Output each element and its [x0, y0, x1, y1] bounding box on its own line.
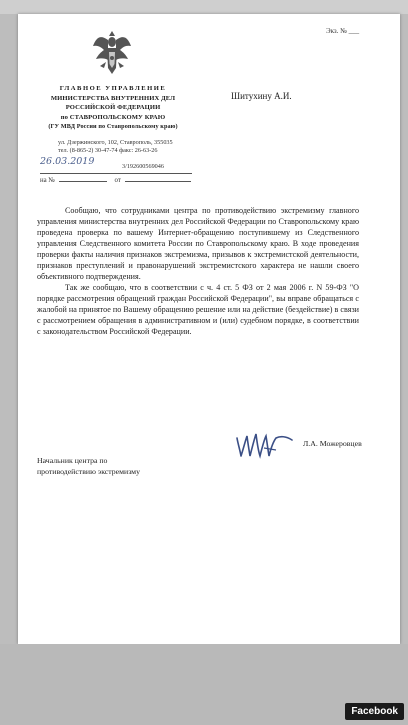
- na-blank: [59, 181, 107, 182]
- top-bar: [0, 0, 408, 14]
- address-line-2: тел. (8-865-2) 30-47-74 факс: 26-63-26: [58, 147, 158, 154]
- header-line-5: (ГУ МВД России по Ставропольскому краю): [48, 123, 178, 131]
- letter-body: [37, 205, 359, 337]
- reference-line: [40, 177, 191, 184]
- signatory-name: Л.А. Можеровцев: [303, 439, 362, 448]
- ot-blank: [125, 181, 191, 182]
- facebook-watermark: Facebook: [345, 703, 404, 720]
- ot-label: от: [114, 177, 121, 184]
- exemplar-number: Экз. № ___: [326, 27, 360, 35]
- na-label: на №: [40, 177, 55, 184]
- header-line-4: по СТАВРОПОЛЬСКОМУ КРАЮ: [60, 113, 166, 121]
- position-line-2: противодействию экстремизму: [37, 467, 141, 476]
- signatory-position: [37, 455, 140, 477]
- agency-header: [24, 84, 202, 132]
- recipient-name: Шитухину А.И.: [231, 91, 292, 101]
- body-paragraph-2: Так же сообщаю, что в соответствии с ч. 4 ст. 5 ФЗ от 2 мая 2006 г. N 59-ФЗ "О порядке рассмотрения обращений граждан Российской Федерации", вы вправе обращаться с жалобой на принятое по Вашему обращению решение или на действие (бездействие) в связи с рассмотрением обращения в административном и (или) судебном порядке, в соответствии с законодательством Российской Федерации.: [37, 283, 359, 336]
- registration-number: 3/192600569046: [122, 163, 164, 170]
- body-paragraph-1: Сообщаю, что сотрудниками центра по противодействию экстремизму главного управления министерства внутренних дел Российской Федерации по Ставропольскому краю проведена проверка по вашему Интернет-обращению поступившему из Следственного управления Следственного комитета России по Ставропольскому краю. В ходе проведения проверки факты наличия признаков экстремизма, призывов к экстремистской деятельности, признаков преступлений и правонарушений экстремистского характера не нашли своего объективного подтверждения.: [37, 206, 359, 281]
- header-line-1: ГЛАВНОЕ УПРАВЛЕНИЕ: [59, 85, 167, 92]
- address-line-1: ул. Дзержинского, 102, Ставрополь, 355035: [58, 139, 173, 146]
- handwritten-signature-icon: [234, 428, 304, 462]
- mvd-emblem-icon: [92, 28, 132, 80]
- registration-date: 26.03.2019: [40, 156, 95, 167]
- header-line-3: РОССИЙСКОЙ ФЕДЕРАЦИИ: [65, 104, 161, 112]
- header-line-2: МИНИСТЕРСТВА ВНУТРЕННИХ ДЕЛ: [50, 94, 176, 102]
- position-line-1: Начальник центра по: [37, 456, 108, 465]
